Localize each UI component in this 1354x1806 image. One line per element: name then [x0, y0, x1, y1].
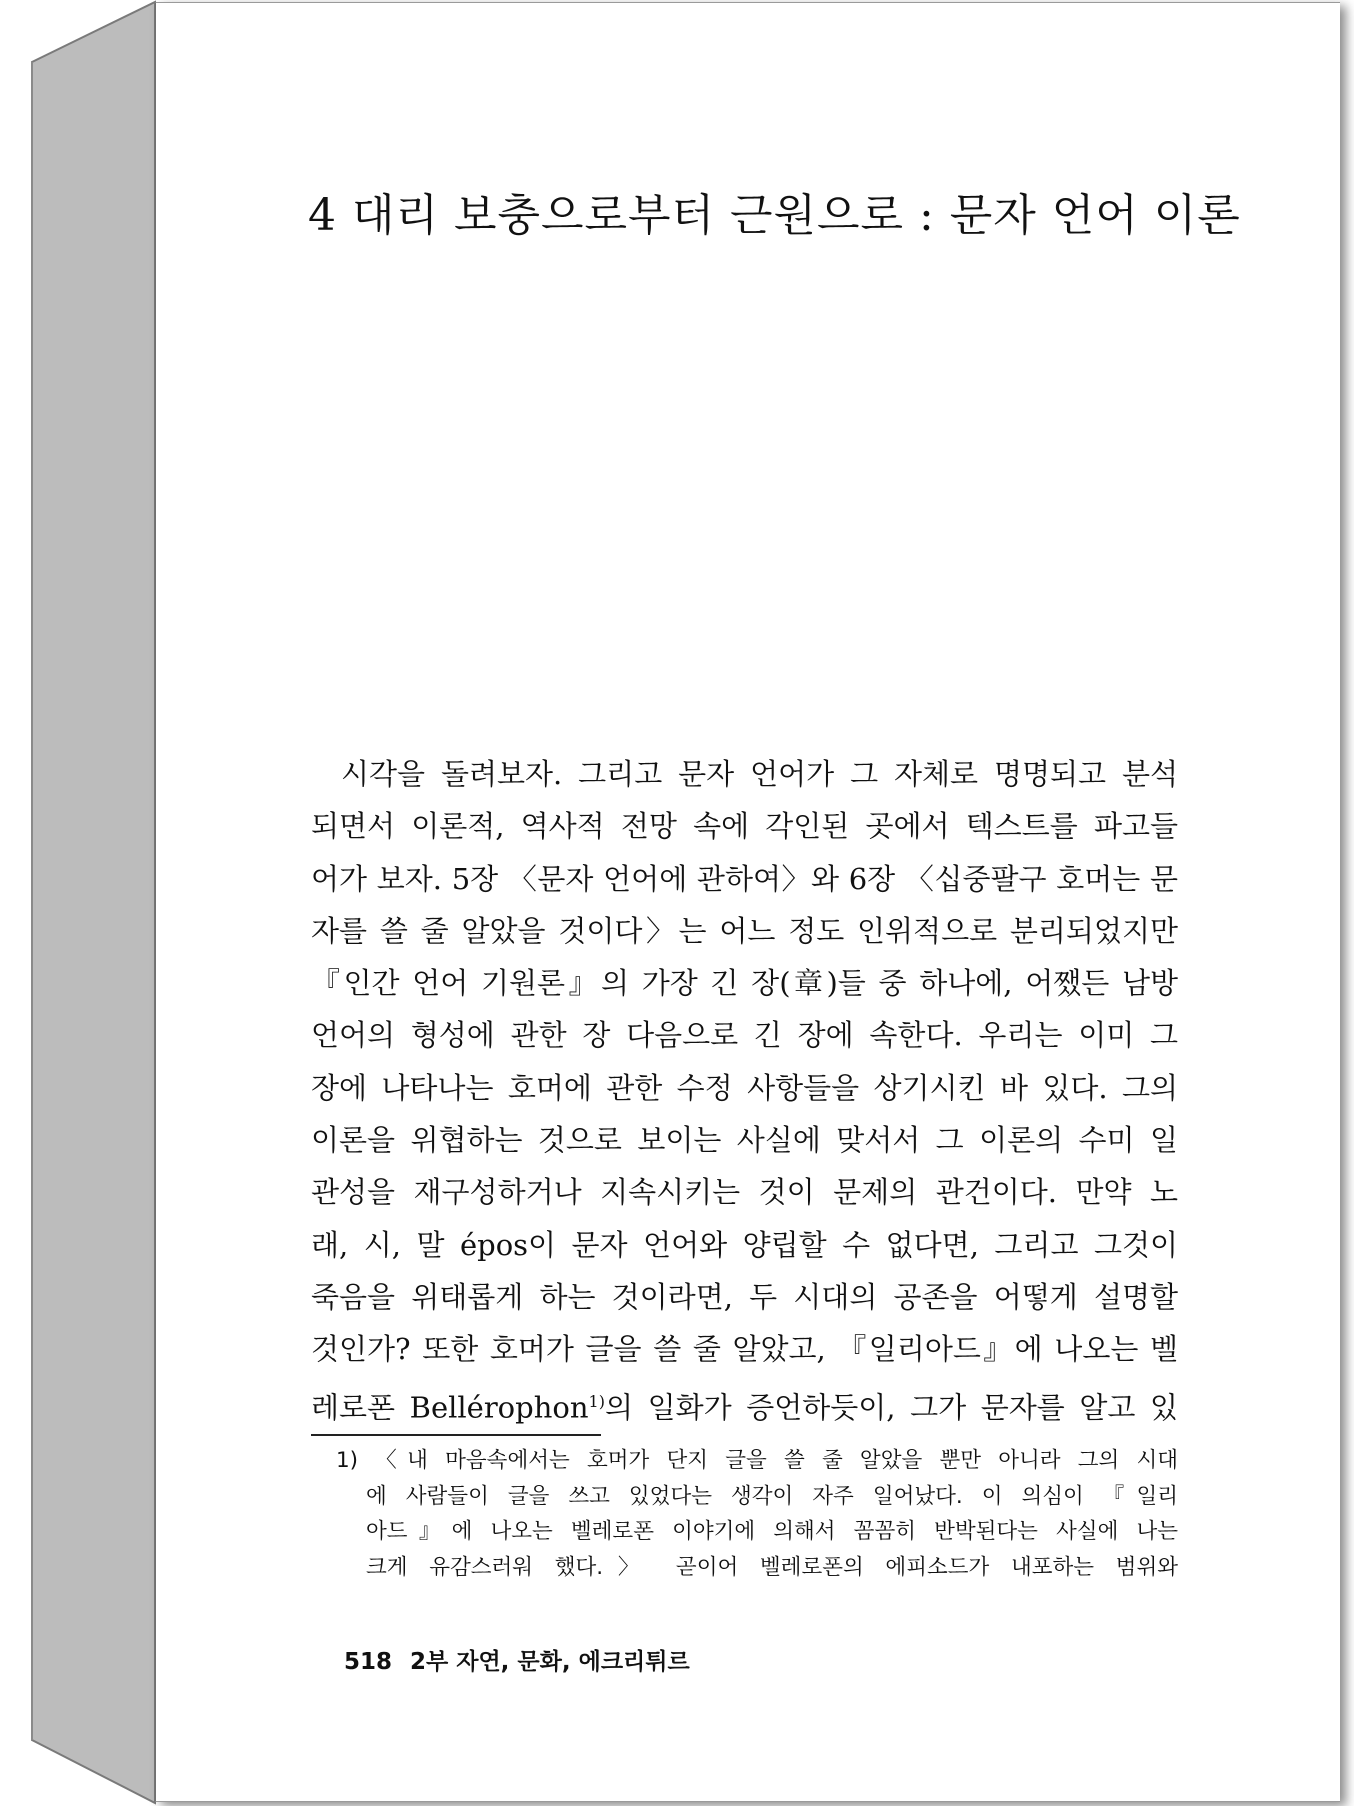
- footnote: [336, 1443, 1178, 1585]
- book-spine: [0, 0, 160, 1806]
- body-text: [311, 748, 1178, 1428]
- body-line: 어가 보자. 5장 〈문자 언어에 관하여〉와 6장 〈십중팔구 호머는 문: [311, 861, 1178, 896]
- body-line: 이론을 위협하는 것으로 보이는 사실에 맞서서 그 이론의 수미 일: [311, 1123, 1178, 1158]
- running-title: 2부 자연, 문화, 에크리튀르: [410, 1649, 690, 1675]
- footnote-line: [336, 1443, 1178, 1479]
- book-page: [155, 2, 1340, 1802]
- page-number: 518: [344, 1649, 393, 1675]
- body-line-after-ref: 의 일화가 증언하듯이, 그가 문자를 알고 있: [604, 1390, 1178, 1425]
- body-line: 죽음을 위태롭게 하는 것이라면, 두 시대의 공존을 어떻게 설명할: [311, 1279, 1178, 1314]
- footnote-reference: 1): [588, 1391, 605, 1411]
- body-line: 자를 쓸 줄 알았을 것이다〉는 어느 정도 인위적으로 분리되었지만: [311, 913, 1178, 948]
- chapter-title: 4 대리 보충으로부터 근원으로 : 문자 언어 이론: [308, 190, 1241, 241]
- footnote-divider: [311, 1434, 601, 1436]
- body-line: 래, 시, 말 épos이 문자 언어와 양립할 수 없다면, 그리고 그것이: [311, 1227, 1178, 1262]
- body-line: 장에 나타나는 호머에 관한 수정 사항들을 상기시킨 바 있다. 그의: [311, 1070, 1178, 1105]
- body-line: 시각을 돌려보자. 그리고 문자 언어가 그 자체로 명명되고 분석: [341, 757, 1178, 791]
- footnote-line: 크게 유감스러워 했다.〉 곧이어 벨레로폰의 에피소드가 내포하는 범위와: [366, 1554, 1178, 1580]
- footnote-line: 에 사람들이 글을 쓰고 있었다는 생각이 자주 일어났다. 이 의심이 『일리: [366, 1483, 1178, 1509]
- body-line: 관성을 재구성하거나 지속시키는 것이 문제의 관건이다. 만약 노: [311, 1175, 1178, 1210]
- body-line: 되면서 이론적, 역사적 전망 속에 각인된 곳에서 텍스트를 파고들: [311, 809, 1178, 844]
- body-line: 것인가? 또한 호머가 글을 쓸 줄 알았고, 『일리아드』에 나오는 벨: [311, 1332, 1178, 1367]
- running-footer: [344, 1643, 690, 1676]
- footnote-first-line: 〈내 마음속에서는 호머가 단지 글을 쓸 줄 알았을 뿐만 아니라 그의 시대: [375, 1448, 1178, 1473]
- body-line: 언어의 형성에 관한 장 다음으로 긴 장에 속한다. 우리는 이미 그: [311, 1018, 1178, 1053]
- footnote-line: 아드』에 나오는 벨레로폰 이야기에 의해서 꼼꼼히 반박된다는 사실에 나는: [366, 1519, 1178, 1544]
- body-line-last: [311, 1376, 1178, 1428]
- body-line-before-ref: 레로폰 Bellérophon: [311, 1390, 589, 1425]
- body-line: 『인간 언어 기원론』의 가장 긴 장(章)들 중 하나에, 어쨌든 남방: [311, 966, 1178, 1001]
- footnote-marker: 1): [336, 1448, 359, 1473]
